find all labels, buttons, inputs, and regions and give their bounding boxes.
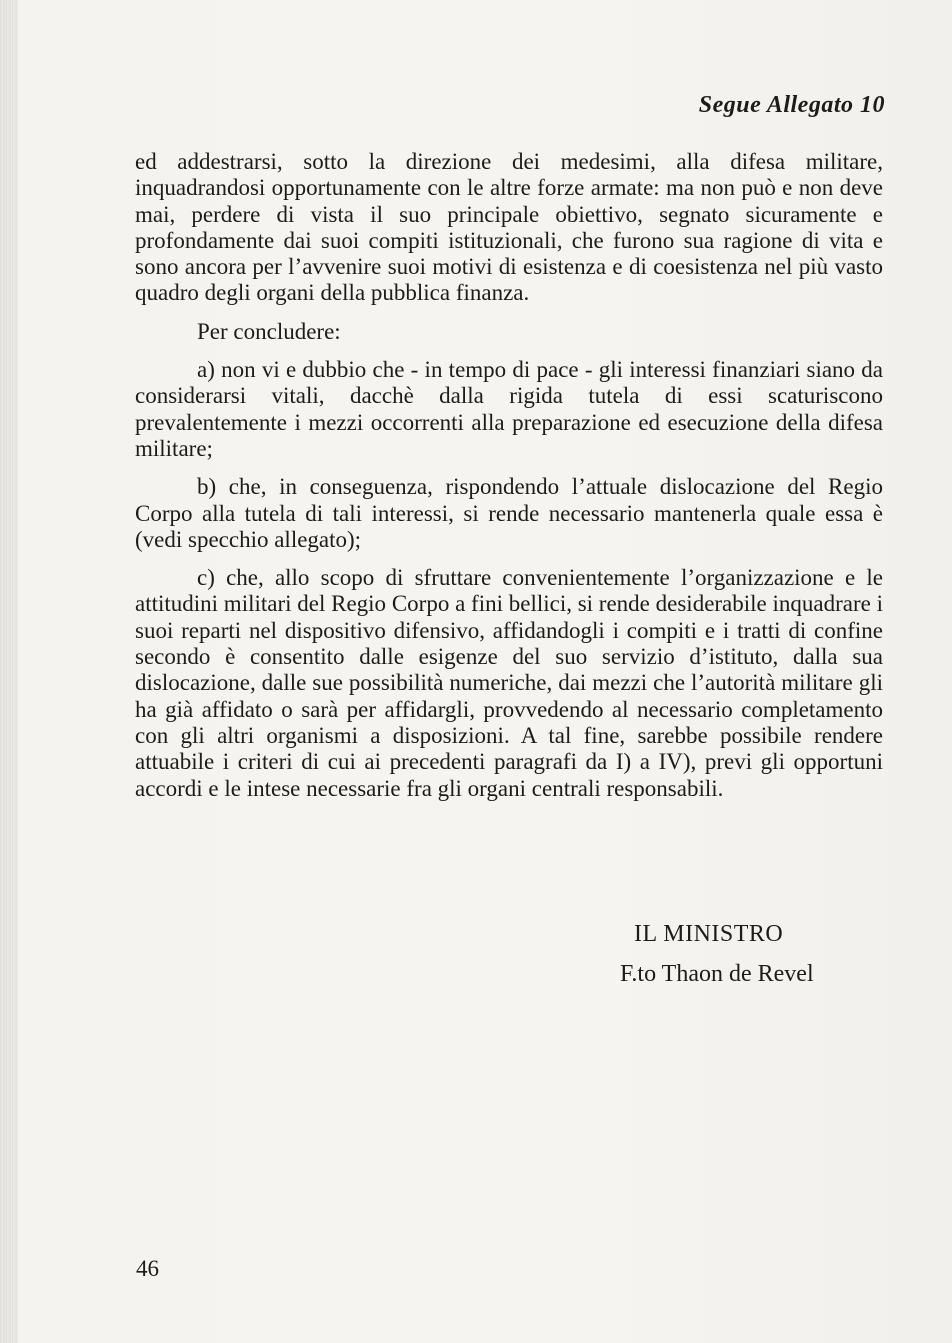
list-item-a: a) non vi e dubbio che - in tempo di pace - gli interessi finanziari siano da considerarsi vitali, dacchè dalla rigida tutela di essi scaturiscono prevalentemente i mezzi occorrenti alla preparazione ed esecuzione della difesa militare; bbox=[135, 357, 883, 461]
signature-name: F.to Thaon de Revel bbox=[620, 961, 814, 987]
body-text bbox=[135, 149, 883, 814]
conclusion-intro: Per concludere: bbox=[197, 318, 341, 344]
list-item-c: c) che, allo scopo di sfruttare convenientemente l’organizzazione e le attitudini militari del Regio Corpo a fini bellici, si rende desiderabile inquadrare i suoi reparti nel dispositivo difensivo, affidandogli i compiti e i tratti di confine secondo è consentito dalle esigenze del suo servizio d’istituto, dalla sua dislocazione, dalle sue possibilità numeriche, dai mezzi che l’autorità militare gli ha già affidato o sarà per affidargli, provvedendo al necessario completamento con gli altri organismi a disposizioni. A tal fine, sarebbe possibile rendere attuabile i criteri di cui ai precedenti paragrafi da I) a IV), previ gli opportuni accordi e le intese necessarie fra gli organi centrali responsabili. bbox=[135, 565, 883, 801]
signature-block bbox=[600, 914, 850, 994]
continuation-paragraph: ed addestrarsi, sotto la direzione dei medesimi, alla difesa militare, inquadrandosi opportunamente con le altre forze armate: ma non può e non deve mai, perdere di vista il suo principale obiettivo, segnato sicuramente e profondamente dai suoi compiti istituzionali, che furono sua ragione di vita e sono ancora per l’avvenire suoi motivi di esistenza e di coesistenza nel più vasto quadro degli organi della pubblica finanza. bbox=[135, 149, 883, 306]
signature-title: IL MINISTRO bbox=[634, 921, 784, 947]
running-header: Segue Allegato 10 bbox=[698, 92, 885, 118]
list-item-b: b) che, in conseguenza, rispondendo l’attuale dislocazione del Regio Corpo alla tutela di tali interessi, si rende necessario mantenerla quale essa è (vedi specchio allegato); bbox=[135, 474, 883, 552]
binding-edge bbox=[0, 0, 18, 1343]
page-number: 46 bbox=[136, 1256, 159, 1281]
